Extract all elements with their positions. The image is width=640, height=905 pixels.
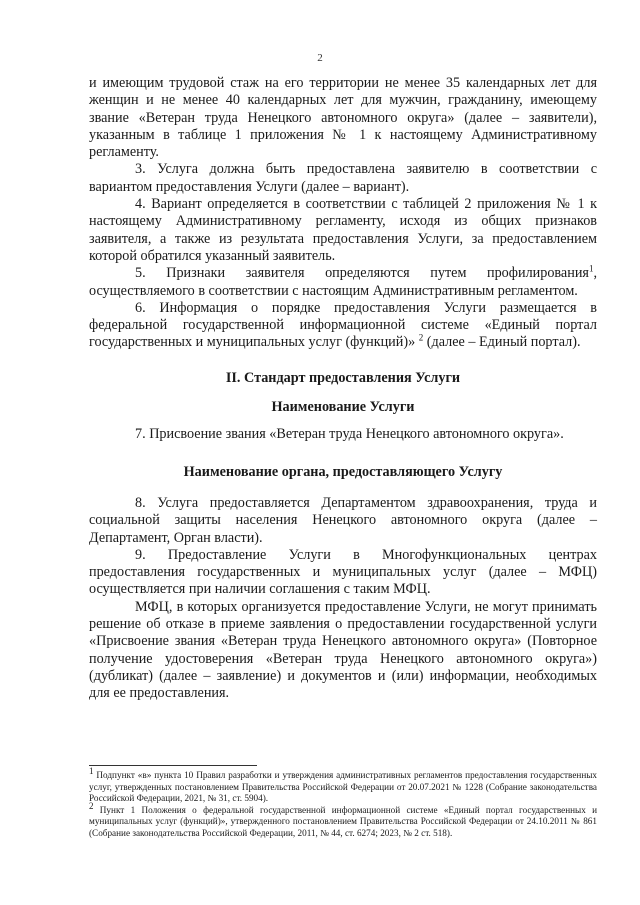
section-heading: II. Стандарт предоставления Услуги xyxy=(225,369,461,386)
footnote-ref-1: 1 xyxy=(588,263,594,274)
footnote-2 xyxy=(89,800,597,840)
paragraph-4: 4. Вариант определяется в соответствии с таблицей 2 приложения № 1 к настоящему Административному регламенту, исходя из общих признаков заявителя, а также из результата предоставления Услуги, за предоставлением которой обратился указанный заявитель. xyxy=(89,196,597,264)
document-body xyxy=(89,75,597,703)
paragraph-6 xyxy=(89,300,597,352)
footnotes xyxy=(89,765,598,840)
footnote-1-text: Подпункт «в» пункта 10 Правил разработки и утверждения административных регламентов предоставления государственных услуг, утвержденных постановлением Правительства Российской Федерации от 20.07.2021 № 1228 (Собрание законодательства Российской Федерации, 2021, № 31, ст. 5904). xyxy=(89,770,598,804)
paragraph-6-text-end: (далее – Единый портал). xyxy=(423,334,581,351)
paragraph-continuation: и имеющим трудовой стаж на его территории не менее 35 календарных лет для женщин и не менее 40 календарных лет для мужчин, гражданину, имеющему звание «Ветеран труда Ненецкого автономного округа» (далее – заявители), указанным в таблице 1 приложения № 1 к настоящему Административному регламенту. xyxy=(89,75,597,161)
footnote-2-mark: 2 xyxy=(89,800,94,811)
paragraph-7: 7. Присвоение звания «Ветеран труда Ненецкого автономного округа». xyxy=(135,426,564,443)
paragraph-10: МФЦ, в которых организуется предоставление Услуги, не могут принимать решение об отказе в приеме заявления о предоставлении государственной услуги «Присвоение звания «Ветеран труда Ненецкого автономного округа» (Повторное получение удостоверения «Ветеран труда Ненецкого автономного округа») (дубликат) (далее – заявление) и документов и (или) информации, необходимых для ее предоставления. xyxy=(89,598,597,702)
page-number: 2 xyxy=(317,52,323,64)
paragraph-9: 9. Предоставление Услуги в Многофункциональных центрах предоставления государственных и муниципальных услуг (далее – МФЦ) осуществляется при наличии соглашения с таким МФЦ. xyxy=(89,546,597,598)
footnote-1-mark: 1 xyxy=(89,765,94,776)
paragraph-5-text-end: , осуществляемого в соответствии с настоящим Административным регламентом. xyxy=(89,265,597,299)
paragraph-5 xyxy=(89,265,597,300)
paragraph-3: 3. Услуга должна быть предоставлена заявителю в соответствии с вариантом предоставления Услуги (далее – вариант). xyxy=(89,161,597,195)
paragraph-6-text: 6. Информация о порядке предоставления Услуги размещается в федеральной государственной информационной системе «Единый портал государственных и муниципальных услуг (функций)» xyxy=(89,299,597,351)
footnote-2-text: Пункт 1 Положения о федеральной государственной информационной системе «Единый портал государственных и муниципальных услуг (функций)», утвержденного постановлением Правительства Российской Федерации от 24.10.2011 № 861 (Собрание законодательства Российской Федерации, 2011, № 44, ст. 6274; 2023, № 2 ст. 518). xyxy=(89,804,597,838)
paragraph-8: 8. Услуга предоставляется Департаментом здравоохранения, труда и социальной защиты населения Ненецкого автономного округа (далее – Департамент, Орган власти). xyxy=(89,494,597,546)
footnote-1 xyxy=(89,765,598,805)
subheading-authority: Наименование органа, предоставляющего Услугу xyxy=(183,463,503,480)
paragraph-5-text: 5. Признаки заявителя определяются путем профилирования xyxy=(135,265,589,282)
footnote-separator xyxy=(89,765,257,766)
subheading-service-name: Наименование Услуги xyxy=(271,399,415,416)
footnote-ref-2: 2 xyxy=(418,332,424,343)
